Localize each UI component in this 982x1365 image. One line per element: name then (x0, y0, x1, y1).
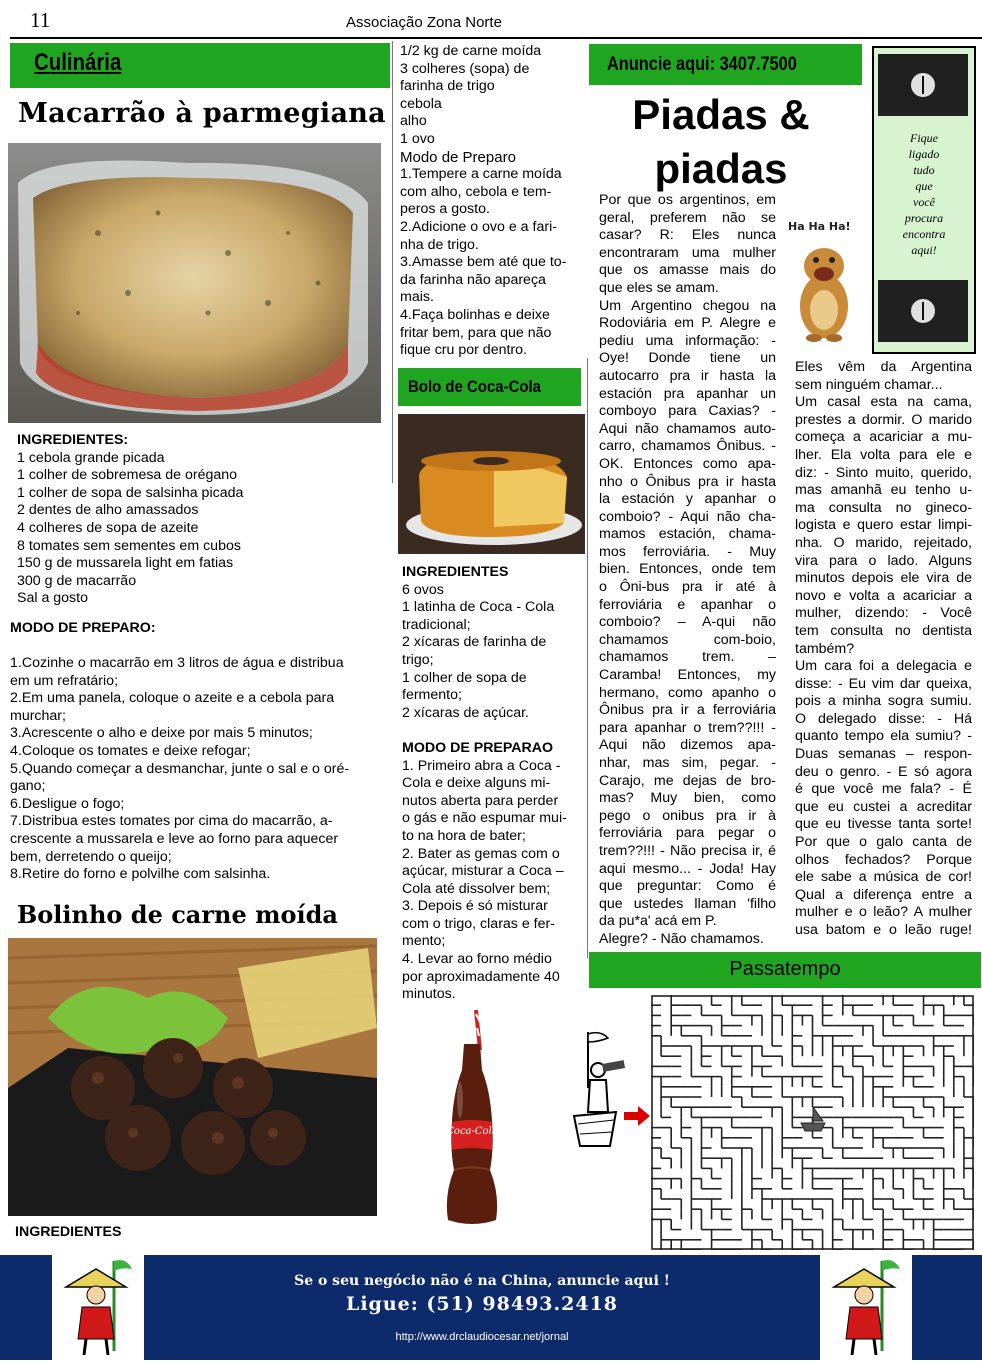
joke-line: Carajo, me dejas de bro- (599, 772, 776, 789)
joke-line: pediu uma informação: - (599, 332, 776, 349)
ingredient-line: 1 colher de sopa de (402, 669, 527, 686)
method-line: nutos aberta para perder (402, 792, 559, 809)
joke-line: Eles vêm da Argentina (795, 359, 972, 375)
hahaha-label: Ha Ha Ha! (788, 220, 851, 233)
method-line: o gás e não espumar mui- (402, 810, 567, 827)
ingredient-line: 8 tomates sem sementes em cubos (17, 537, 241, 554)
compass-icon (878, 280, 968, 342)
method-line: 3.Acrescente o alho e deixe por mais 5 minutos; (10, 725, 313, 742)
bolinho-dish-image (8, 938, 377, 1216)
method-line: 4.Coloque os tomates e deixe refogar; (10, 742, 251, 759)
method-line: com o trigo, claras e fer- (402, 915, 555, 932)
joke-line: Ônibus pra ir a ferroviária (599, 702, 776, 719)
joke-line: disse: - Eu vim dar queixa, (795, 675, 972, 692)
recipe3-ingredients-heading: INGREDIENTES (402, 564, 509, 580)
joke-line: também? (795, 640, 855, 657)
recipe-title-bolinho: Bolinho de carne moída (17, 900, 338, 929)
method-line: murchar; (10, 707, 66, 724)
ingredient-line: Sal a gosto (17, 590, 88, 607)
method-line: nha de trigo. (400, 236, 479, 253)
ingredient-line: 2 dentes de alho amassados (17, 502, 199, 519)
method-line: 5.Quando começar a desmanchar, junte o sal e o oré- (10, 760, 350, 777)
ingredient-line: 150 g de mussarela light em fatias (17, 555, 234, 572)
ship-icon (801, 1107, 825, 1131)
joke-line: ma consulta no gineco- (795, 499, 972, 516)
ingredient-line: tradicional; (402, 616, 471, 633)
joke-line: tem consulta no dentista (795, 622, 972, 639)
ingredient-line: 2 xícaras de açúcar. (402, 704, 529, 721)
joke-line: Aqui não dizemos apa- (599, 737, 776, 754)
method-line: 1.Cozinhe o macarrão em 3 litros de água e distribua (10, 655, 344, 671)
method-line: em um refratário; (10, 672, 119, 689)
joke-line: chamamos trem. – (599, 649, 776, 666)
joke-line: chamamos com-boio, (599, 631, 776, 648)
joke-line: bien. Entonces, onde tem (599, 561, 776, 578)
method-line: crescente a mussarela e leve ao forno para aquecer (10, 830, 339, 847)
coca-cola-bottle-icon (440, 1010, 504, 1228)
piadas-title (590, 88, 852, 196)
joke-line: que ustedes llaman 'filho (599, 895, 776, 912)
ingredient-line: 6 ovos (402, 581, 444, 598)
joke-line: da pu*a' acá em P. (599, 913, 717, 930)
joke-line: usa batom e o leão ruge! (795, 922, 972, 938)
method-line: 4.Faça bolinhas e deixe (400, 306, 550, 323)
bolo-photo (398, 414, 585, 554)
joke-line: mulher, dizendo: - Você (795, 605, 972, 622)
joke-line: comboio? – A-qui não (599, 614, 776, 631)
compass-image-bottom (878, 280, 968, 342)
joke-line: geral, preferem não se (599, 209, 776, 226)
footer-line1: Se o seu negócio não é na China, anuncie aqui ! (294, 1273, 670, 1289)
maze-icon (651, 995, 974, 1250)
bolo-cake-image (399, 415, 584, 553)
ad-banner (589, 44, 862, 85)
compass-image-top (878, 54, 968, 116)
method-line: fique cru por dentro. (400, 342, 527, 359)
joke-line: Oye! Donde tiene un (599, 350, 776, 367)
method-line: 3. Depois é só misturar (402, 898, 548, 915)
joke-line: novo e volta a acariciar a (795, 587, 972, 604)
method-line: 1. Primeiro abra a Coca - (402, 757, 561, 774)
joke-line: logista e quero estar limpi- (795, 517, 972, 534)
joke-line: Um cara foi a delegacia e (795, 658, 972, 675)
method-line: mais. (400, 289, 434, 306)
method-line: da farinha não apareça (400, 271, 546, 288)
footer-ad (0, 1255, 982, 1360)
method-line: minutos. (402, 986, 456, 1003)
lookout-figure (560, 1028, 652, 1148)
joke-line: mulher e o leão? A mulher (795, 904, 972, 921)
joke-line: que eu tivesse tanta sorte! (795, 816, 972, 833)
column-divider (392, 41, 393, 483)
ingredient-line: trigo; (402, 651, 434, 668)
method-line: mento; (402, 933, 446, 950)
joke-line: é que você me fala? - É (795, 781, 972, 798)
column-divider (587, 358, 588, 958)
recipe1-ingredients-heading: INGREDIENTES: (17, 432, 129, 448)
joke-line: Alegre? - Não chamamos. (599, 930, 764, 947)
method-line: 8.Retire do forno e polvilhe com salsinha. (10, 866, 271, 883)
ingredient-line: alho (400, 113, 427, 130)
joke-line: hermano, como apanho o (599, 684, 776, 701)
method-line: bem, derretendo o queijo; (10, 848, 172, 865)
header-rule (10, 37, 982, 39)
joke-line: encontraram uma mulher (599, 244, 776, 261)
joke-line: carro, chamamos Ônibus. - (599, 438, 776, 455)
joke-line: olhos fechados? Porque (795, 851, 972, 868)
joke-line: ferroviária e apanhar o (599, 596, 776, 613)
piadas-column-2 (795, 359, 972, 940)
joke-line: Caramba! Entonces, my (599, 667, 776, 684)
footer-url[interactable]: http://www.drclaudiocesar.net/jornal (395, 1331, 569, 1343)
method-line: açúcar, misturar a Coca – (402, 863, 564, 880)
method-line: 4. Levar ao forno médio (402, 951, 552, 968)
joke-line: pego o onibus pra ir à (599, 807, 776, 824)
chinese-figure-right (820, 1255, 912, 1360)
chinese-figure-left (52, 1255, 144, 1360)
method-line: peros a gosto. (400, 201, 490, 218)
bolinho-photo (8, 938, 377, 1216)
joke-line: começa a acariciar a mu- (795, 429, 972, 446)
joke-line: pois a minha sogra sumiu. (795, 693, 972, 710)
joke-line: que eles se amam. (599, 279, 719, 296)
joke-line: O delegado disse: - Há (795, 710, 972, 727)
macarrao-dish-image (8, 143, 381, 423)
passatempo-label: Passatempo (729, 958, 841, 980)
joke-line: o Ôni-bus pra ir até à (599, 579, 776, 596)
ingredient-line: 1 cebola grande picada (17, 449, 165, 466)
joke-line: Por que o galo canta de (795, 834, 972, 851)
joke-line: que eu custei a acreditar (795, 798, 972, 815)
culinaria-label: Culinária (34, 49, 122, 76)
joke-line: Rodoviária em P. Alegre e (599, 315, 776, 332)
ingredient-line: 1 colher de sobremesa de orégano (17, 467, 238, 484)
method-line: 6.Desligue o fogo; (10, 795, 125, 812)
piadas-title-line1: Piadas & (632, 91, 810, 138)
joke-line: mas amanhã eu tenho u- (795, 482, 972, 499)
bolo-title: Bolo de Coca-Cola (408, 377, 541, 396)
lookout-telescope-icon (560, 1028, 652, 1148)
joke-line: Qual a diferença entre a (795, 886, 972, 903)
joke-line: Um casal esta na cama, (795, 394, 972, 411)
joke-line: mamos estación, chama- (599, 526, 776, 543)
ingredient-line: 1/2 kg de carne moída (400, 43, 542, 59)
joke-line: vira para o lado. Alguns (795, 552, 972, 569)
page-number: 11 (30, 8, 51, 32)
joke-line: comboio? - Aqui não cha- (599, 508, 776, 525)
joke-line: Um Argentino chegou na (599, 297, 776, 314)
ingredient-line: 2 xícaras de farinha de (402, 634, 547, 651)
joke-line: OK. Entonces como apa- (599, 455, 776, 472)
publication-name: Associação Zona Norte (346, 14, 502, 31)
maze-puzzle[interactable] (651, 995, 974, 1250)
compass-icon (878, 54, 968, 116)
coca-cola-bottle (440, 1010, 504, 1228)
joke-line: deu o genro. - E só agora (795, 763, 972, 780)
joke-line: para apanhar o trem??!!! - (599, 719, 776, 736)
culinaria-banner (10, 43, 390, 88)
recipe-title-macarrao: Macarrão à parmegiana (18, 98, 386, 129)
ingredient-line: fermento; (402, 687, 462, 704)
method-line: gano; (10, 778, 46, 795)
bottle-label: Coca-Cola (446, 1126, 498, 1137)
joke-line: casar? R: Eles nunca (599, 227, 776, 244)
recipe2-method-heading: Modo de Preparo (400, 148, 516, 166)
method-line: 2.Adicione o ovo e a fari- (400, 218, 557, 235)
recipe1-method (10, 655, 349, 884)
joke-line: mas? Muy bien, como (599, 790, 776, 807)
side-ad (872, 46, 976, 354)
bolo-banner (398, 368, 581, 406)
joke-line: Duas semanas – respon- (795, 746, 972, 763)
recipe2-ingredients (400, 43, 566, 360)
piadas-column-1 (599, 192, 776, 949)
joke-line: ferroviária para pegar o (599, 825, 776, 842)
joke-line: diz: - Sinto muito, querido, (795, 464, 972, 481)
ad-banner-text: Anuncie aqui: 3407.7500 (607, 54, 797, 75)
ingredient-line: 1 colher de sopa de salsinha picada (17, 484, 244, 501)
ingredient-line: 300 g de macarrão (17, 572, 137, 589)
joke-line: la estación y apanhar o (599, 491, 776, 508)
gopher-icon (786, 218, 862, 342)
method-line: 3.Amasse bem até que to- (400, 254, 567, 271)
method-line: Cola até dissolver bem; (402, 880, 551, 897)
method-line: 7.Distribua estes tomates por cima do macarrão, a- (10, 813, 333, 830)
joke-line: quanto tempo ela sumiu? - (795, 728, 972, 745)
joke-line: comboyo para Caxias? - (599, 403, 776, 420)
joke-line: ele sabe a música de cor! (795, 869, 972, 886)
chinese-man-icon (820, 1255, 912, 1360)
joke-line: estación pra apanhar un (599, 385, 776, 402)
joke-line: que preguntar: Como é (599, 878, 776, 895)
recipe3-text (402, 564, 567, 1004)
joke-line: lher. Ela volta para ele e (795, 446, 972, 463)
joke-line: nho o Ônibus pra ir hasta (599, 473, 776, 490)
ingredient-line: 3 colheres (sopa) de (400, 60, 530, 77)
passatempo-banner (589, 952, 981, 988)
joke-line: trem??!!! - Não precisa ir, é (599, 842, 776, 859)
method-line: com alho, cebola e tem- (400, 183, 552, 200)
recipe2-ingredients-heading: INGREDIENTES (15, 1224, 122, 1240)
method-line: Cola e deixe alguns mi- (402, 775, 551, 792)
method-line: fritar bem, para que não (400, 324, 552, 341)
ingredient-line: cebola (400, 95, 442, 112)
recipe1-ingredients (17, 432, 243, 608)
method-line: por aproximadamente 40 (402, 968, 560, 985)
joke-line: aqui mesmo... - Joda! Hay (599, 860, 776, 877)
macarrao-photo (8, 143, 381, 423)
recipe1-method-heading: MODO DE PREPARO: (10, 620, 156, 636)
method-line: to na hora de bater; (402, 827, 526, 844)
joke-line: prestes a dormir. O marido (795, 411, 972, 428)
recipe3-method-heading: MODO DE PREPARAO (402, 739, 554, 756)
joke-line: Aqui não chamamos auto- (599, 420, 776, 437)
ingredient-line: 1 latinha de Coca - Cola (402, 599, 555, 616)
footer-phone: Ligue: (51) 98493.2418 (345, 1293, 619, 1315)
joke-line: mos ferroviária. - Muy (599, 543, 776, 560)
joke-line: sem ninguém chamar... (795, 376, 943, 393)
side-ad-text: Fique ligado tudo que você procura encontra aqui! (902, 131, 946, 257)
joke-line: nhar, mas sim, pegar. - (599, 755, 776, 771)
laughing-gopher (786, 218, 862, 342)
chinese-man-icon (52, 1255, 144, 1360)
joke-line: nha. O marido, rejeitado, (795, 534, 972, 551)
ingredient-line: farinha de trigo (400, 78, 495, 95)
joke-line: que os amasse mais do (599, 262, 776, 279)
joke-line: Por que os argentinos, em (599, 192, 776, 208)
ingredient-line: 4 colheres de sopa de azeite (17, 519, 199, 536)
method-line: 2.Em uma panela, coloque o azeite e a cebola para (10, 690, 335, 707)
method-line: 1.Tempere a carne moída (400, 166, 562, 183)
joke-line: minutos depois ele vira de (795, 570, 972, 587)
joke-line: autocarro pra ir hasta la (599, 367, 776, 384)
piadas-title-line2: piadas (654, 145, 788, 192)
ingredient-line: 1 ovo (400, 130, 435, 147)
method-line: 2. Bater as gemas com o (402, 845, 560, 862)
